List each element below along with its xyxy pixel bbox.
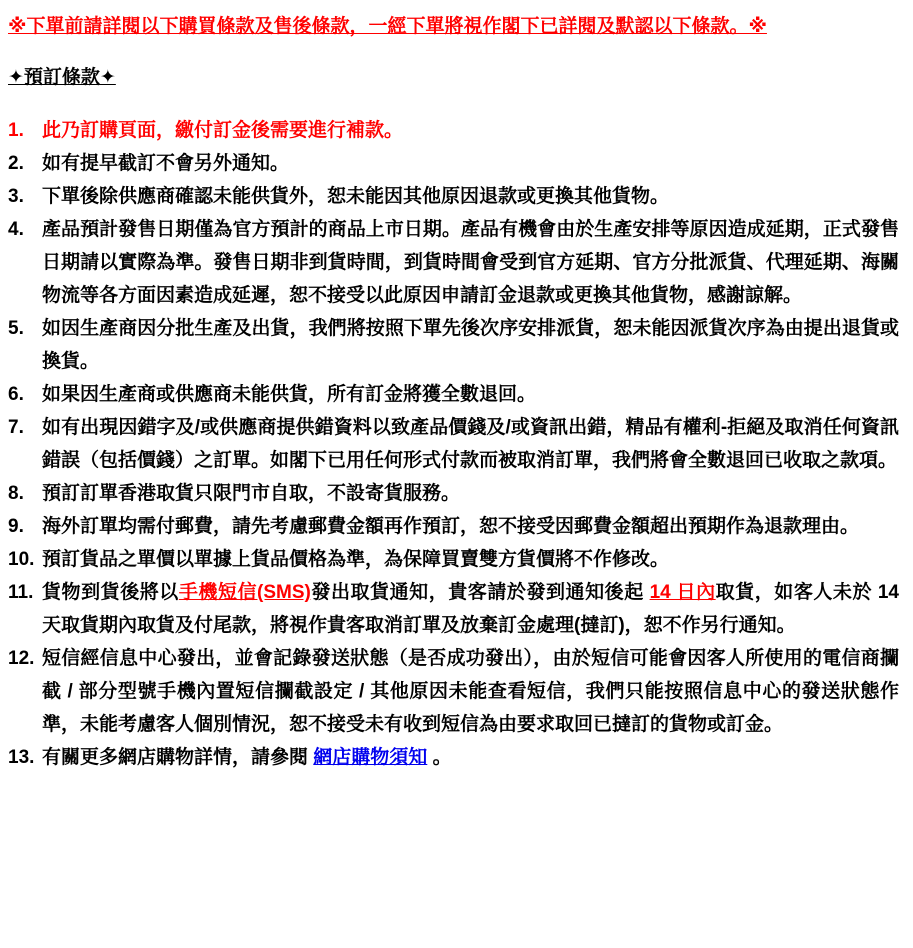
term-segment: 如因生產商因分批生產及出貨，我們將按照下單先後次序安排派貨，恕未能因派貨次序為由提出退貨或換貨。 <box>42 318 899 372</box>
term-segment: 。 <box>427 747 452 768</box>
term-item <box>8 180 899 213</box>
term-number: 1. <box>8 120 24 141</box>
term-segment: 如有出現因錯字及/或供應商提供錯資料以致產品價錢及/或資訊出錯，精品有權利-拒絕及取消任何資訊錯誤（包括價錢）之訂單。如閣下已用任何形式付款而被取消訂單，我們將會全數退回已收取之款項。 <box>42 417 899 471</box>
section-heading: ✦預訂條款✦ <box>8 67 116 88</box>
term-segment: 發出取貨通知，貴客請於發到通知後起 <box>310 582 650 603</box>
term-text <box>42 213 899 312</box>
term-item <box>8 576 899 642</box>
pickup-deadline-highlight: 14 日內 <box>649 582 716 603</box>
term-number: 3. <box>8 186 24 207</box>
term-text <box>42 642 899 741</box>
term-item <box>8 114 899 147</box>
term-number: 12. <box>8 648 35 669</box>
term-segment: 取貨，如客人未於 14 天取貨期內取貨及付尾款，將視作貴客取消訂單及放棄訂金處理(撻訂)，恕不作另行通知。 <box>42 582 899 636</box>
term-item <box>8 741 899 774</box>
sms-highlight: 手機短信(SMS) <box>178 582 311 603</box>
term-text <box>42 180 899 213</box>
term-item <box>8 477 899 510</box>
term-number: 10. <box>8 549 35 570</box>
term-text <box>42 411 899 477</box>
term-item <box>8 213 899 312</box>
term-text <box>42 114 899 147</box>
term-segment: 海外訂單均需付郵費，請先考慮郵費金額再作預訂，恕不接受因郵費金額超出預期作為退款理由。 <box>42 516 860 537</box>
term-segment: 下單後除供應商確認未能供貨外，恕未能因其他原因退款或更換其他貨物。 <box>42 186 670 207</box>
term-item <box>8 543 899 576</box>
term-text <box>42 543 899 576</box>
terms-list <box>8 114 899 774</box>
term-item <box>8 411 899 477</box>
term-text <box>42 378 899 411</box>
term-number: 5. <box>8 318 24 339</box>
term-segment: 此乃訂購頁面，繳付訂金後需要進行補款。 <box>42 120 404 141</box>
term-item <box>8 510 899 543</box>
term-text <box>42 312 899 378</box>
term-segment: 有關更多網店購物詳情，請參閱 <box>42 747 314 768</box>
term-number: 11. <box>8 582 34 603</box>
term-item <box>8 378 899 411</box>
term-text <box>42 477 899 510</box>
term-segment: 預訂貨品之單價以單據上貨品價格為準，為保障買賣雙方貨價將不作修改。 <box>42 549 670 570</box>
term-segment: 預訂訂單香港取貨只限門市自取，不設寄貨服務。 <box>42 483 461 504</box>
term-number: 8. <box>8 483 24 504</box>
term-item <box>8 642 899 741</box>
term-number: 6. <box>8 384 24 405</box>
term-text <box>42 147 899 180</box>
term-segment: 短信經信息中心發出，並會記錄發送狀態（是否成功發出），由於短信可能會因客人所使用的電信商攔截 / 部分型號手機內置短信攔截設定 / 其他原因未能查看短信，我們只能按照信息中心的發送狀態作準，未能考慮客人個別情況，恕不接受未有收到短信為由要求取回已撻訂的貨物或訂金。 <box>42 648 899 735</box>
term-text <box>42 510 899 543</box>
term-item <box>8 312 899 378</box>
term-text <box>42 576 899 642</box>
term-number: 7. <box>8 417 24 438</box>
term-segment: 貨物到貨後將以 <box>42 582 179 603</box>
term-number: 4. <box>8 219 24 240</box>
page-title: ※下單前請詳閱以下購買條款及售後條款，一經下單將視作閣下已詳閱及默認以下條款。※ <box>8 16 767 37</box>
term-segment: 產品預計發售日期僅為官方預計的商品上市日期。產品有機會由於生產安排等原因造成延期，正式發售日期請以實際為準。發售日期非到貨時間，到貨時間會受到官方延期、官方分批派貨、代理延期、海關物流等各方面因素造成延遲，恕不接受以此原因申請訂金退款或更換其他貨物，感謝諒解。 <box>42 219 899 306</box>
term-segment: 如果因生產商或供應商未能供貨，所有訂金將獲全數退回。 <box>42 384 537 405</box>
term-number: 13. <box>8 747 35 768</box>
term-number: 9. <box>8 516 24 537</box>
term-text <box>42 741 899 774</box>
term-number: 2. <box>8 153 24 174</box>
shop-notice-link[interactable]: 網店購物須知 <box>313 747 428 768</box>
term-segment: 如有提早截訂不會另外通知。 <box>42 153 290 174</box>
term-item <box>8 147 899 180</box>
